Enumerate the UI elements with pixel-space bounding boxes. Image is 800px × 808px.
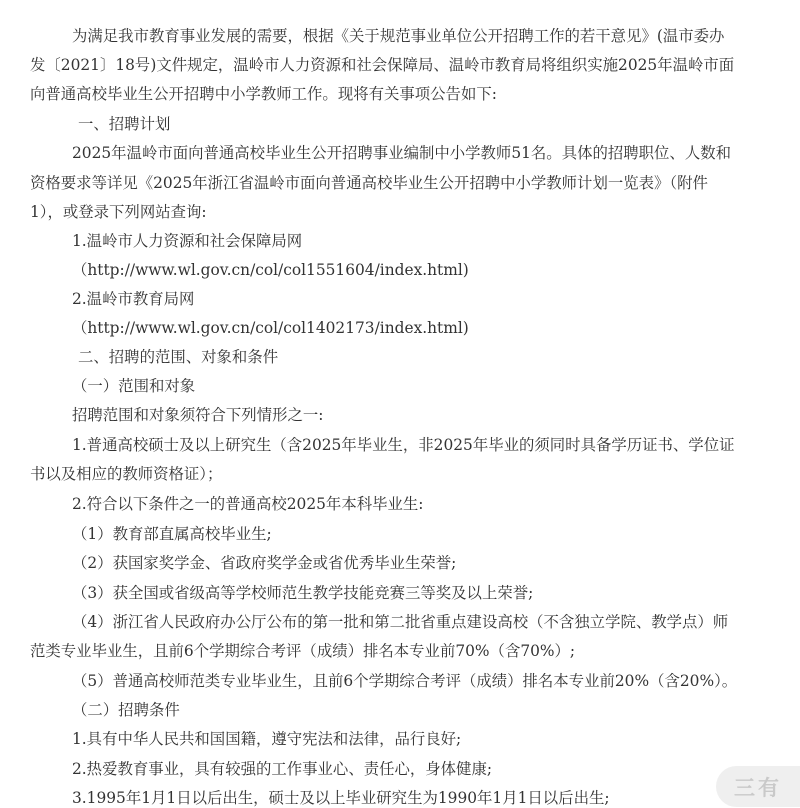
section-heading-scope: 二、招聘的范围、对象和条件 — [78, 348, 279, 366]
paragraph-plan-line-3: 1），或登录下列网站查询: — [30, 203, 207, 221]
paragraph-intro-line-2: 发〔2021〕18号)文件规定，温岭市人力资源和社会保障局、温岭市教育局将组织实施2025年温岭市面 — [30, 56, 735, 74]
scope-subitem-4-line-1: （4）浙江省人民政府办公厅公布的第一批和第二批省重点建设高校（不含独立学院、教学点）师 — [72, 613, 729, 631]
website-link-education-bureau[interactable]: （http://www.wl.gov.cn/col/col1402173/index.html) — [72, 319, 469, 337]
paragraph-scope-intro: 招聘范围和对象须符合下列情形之一: — [72, 406, 324, 424]
scope-item-1-line-2: 书以及相应的教师资格证）； — [30, 465, 223, 483]
website-item-hrss: 1.温岭市人力资源和社会保障局网 — [72, 232, 303, 250]
website-item-education-bureau: 2.温岭市教育局网 — [72, 290, 195, 308]
watermark-logo-text: 三有 — [734, 775, 782, 800]
subsection-heading-scope: （一）范围和对象 — [72, 377, 196, 395]
website-link-hrss[interactable]: （http://www.wl.gov.cn/col/col1551604/index.html) — [72, 261, 469, 279]
condition-item-3: 3.1995年1月1日以后出生，硕士及以上毕业研究生为1990年1月1日以后出生; — [72, 789, 610, 807]
scope-subitem-1: （1）教育部直属高校毕业生; — [72, 525, 272, 543]
scope-item-2: 2.符合以下条件之一的普通高校2025年本科毕业生: — [72, 495, 424, 513]
paragraph-intro-line-1: 为满足我市教育事业发展的需要，根据《关于规范事业单位公开招聘工作的若干意见》(温市委办 — [72, 27, 725, 45]
paragraph-plan-line-2: 资格要求等详见《2025年浙江省温岭市面向普通高校毕业生公开招聘中小学教师计划一览表》（附件 — [30, 174, 708, 192]
subsection-heading-conditions: （二）招聘条件 — [72, 701, 180, 719]
condition-item-1: 1.具有中华人民共和国国籍，遵守宪法和法律，品行良好; — [72, 730, 462, 748]
scope-item-1-line-1: 1.普通高校硕士及以上研究生（含2025年毕业生，非2025年毕业的须同时具备学历证书、学位证 — [72, 436, 735, 454]
section-heading-plan: 一、招聘计划 — [78, 115, 171, 133]
watermark-badge — [716, 766, 800, 807]
scope-subitem-2: （2）获国家奖学金、省政府奖学金或省优秀毕业生荣誉; — [72, 554, 457, 572]
scope-subitem-4-line-2: 范类专业毕业生，且前6个学期综合考评（成绩）排名本专业前70%（含70%）; — [30, 642, 576, 660]
scope-subitem-5: （5）普通高校师范类专业毕业生，且前6个学期综合考评（成绩）排名本专业前20%（含20%）。 — [72, 672, 738, 690]
scope-subitem-3: （3）获全国或省级高等学校师范生教学技能竞赛三等奖及以上荣誉; — [72, 584, 534, 602]
condition-item-2: 2.热爱教育事业，具有较强的工作事业心、责任心，身体健康; — [72, 760, 493, 778]
paragraph-plan-line-1: 2025年温岭市面向普通高校毕业生公开招聘事业编制中小学教师51名。具体的招聘职位、人数和 — [72, 144, 731, 162]
paragraph-intro-line-3: 向普通高校毕业生公开招聘中小学教师工作。现将有关事项公告如下: — [30, 85, 497, 103]
